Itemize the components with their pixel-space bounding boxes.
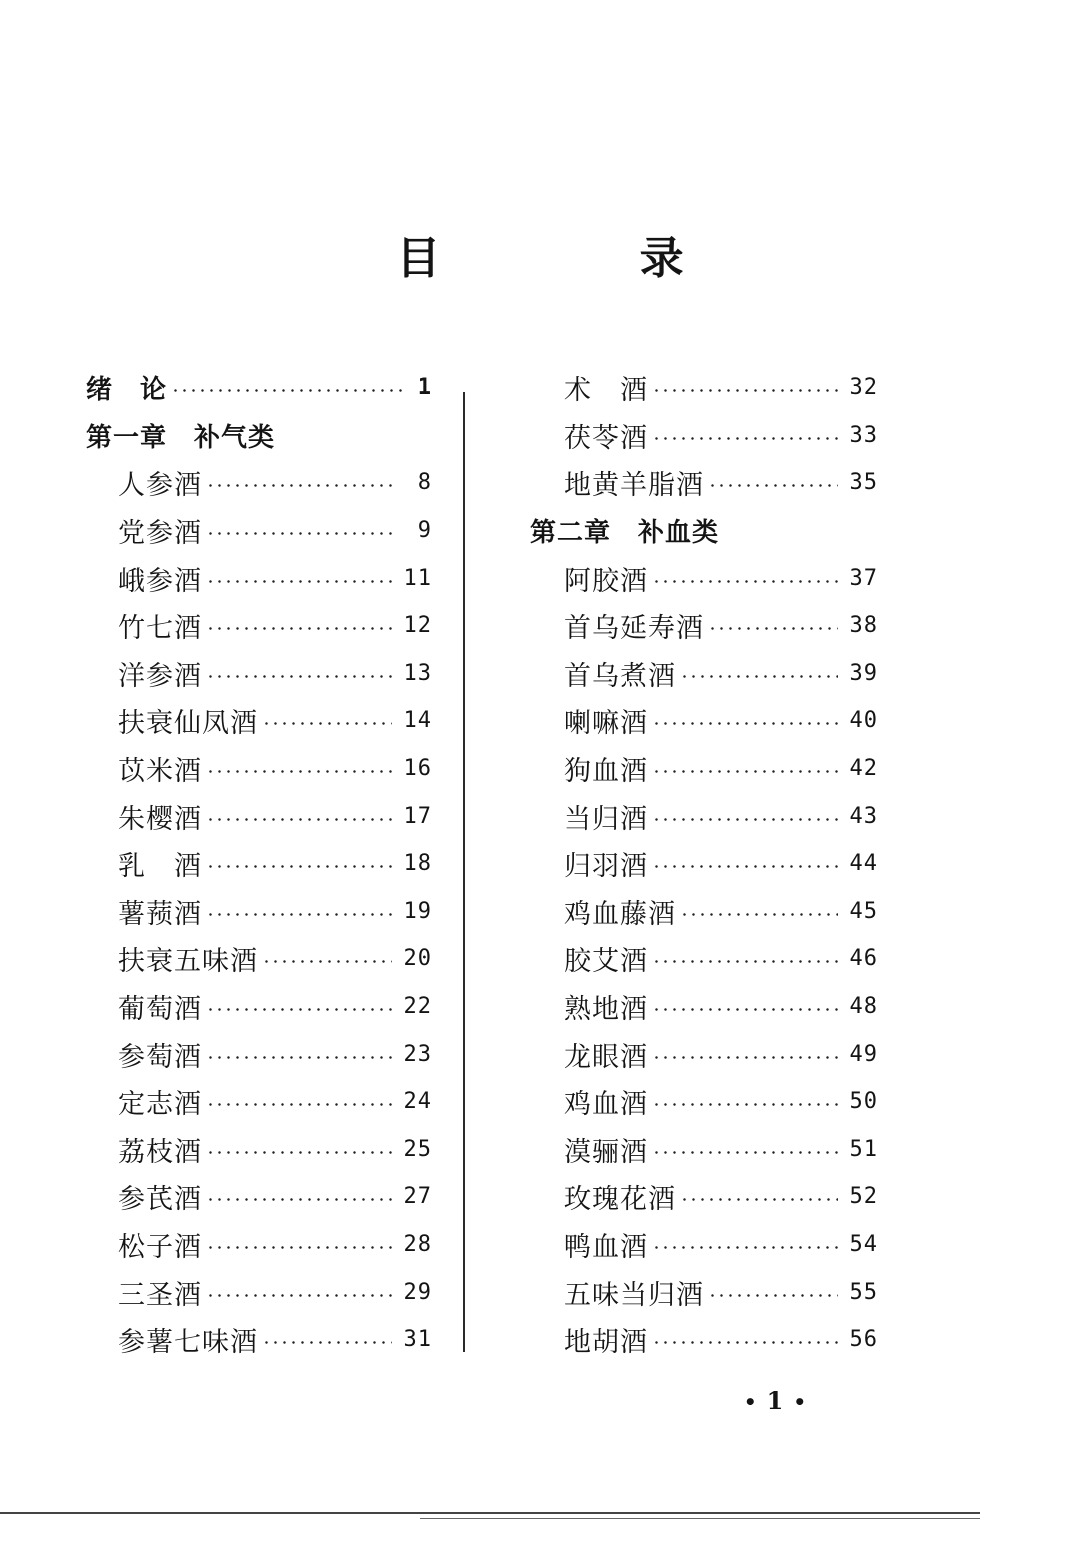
toc-entry-label: 洋参酒 xyxy=(118,660,202,692)
toc-entry xyxy=(530,650,878,698)
toc-entry-page: 27 xyxy=(403,1184,432,1210)
toc-entry-page: 43 xyxy=(849,803,878,829)
dot-leader xyxy=(652,960,838,963)
toc-entry-page: 38 xyxy=(849,613,878,639)
dot-leader xyxy=(262,1341,392,1344)
dot-leader xyxy=(652,1246,838,1249)
toc-entry-label: 扶衰五味酒 xyxy=(118,946,258,978)
dot-leader xyxy=(708,1294,838,1297)
toc-entry-label: 第一章 补气类 xyxy=(86,422,276,453)
dot-leader xyxy=(652,722,838,725)
dot-leader xyxy=(708,627,838,630)
toc-entry xyxy=(86,745,432,793)
dot-leader xyxy=(206,818,392,821)
page-number-value: 1 xyxy=(766,1386,794,1415)
toc-entry xyxy=(530,983,878,1031)
toc-entry-label: 鸡血藤酒 xyxy=(564,898,676,930)
toc-entry-page: 25 xyxy=(403,1136,432,1162)
bottom-rule-secondary xyxy=(420,1518,980,1519)
toc-entry-label: 峨参酒 xyxy=(118,565,202,597)
toc-entry-label: 漠骊酒 xyxy=(564,1136,648,1168)
dot-leader xyxy=(652,580,838,583)
toc-entry xyxy=(86,1030,432,1078)
toc-entry-label: 五味当归酒 xyxy=(564,1279,704,1311)
dot-leader xyxy=(206,1151,392,1154)
toc-entry-page: 33 xyxy=(849,422,878,448)
toc-entry-label: 玫瑰花酒 xyxy=(564,1184,676,1216)
toc-entry-page: 18 xyxy=(403,851,432,877)
toc-entry xyxy=(530,1126,878,1174)
toc-entry xyxy=(530,840,878,888)
toc-entry xyxy=(86,1078,432,1126)
dot-leader xyxy=(262,960,392,963)
dot-leader xyxy=(262,722,392,725)
toc-chapter-heading xyxy=(86,412,432,460)
toc-entry-page: 12 xyxy=(403,613,432,639)
toc-entry-page: 37 xyxy=(849,565,878,591)
toc-entry-label: 地黄羊脂酒 xyxy=(564,470,704,502)
toc-entry-page: 29 xyxy=(403,1279,432,1305)
toc-entry-label: 松子酒 xyxy=(118,1231,202,1263)
toc-entry-page: 22 xyxy=(403,994,432,1020)
toc-entry xyxy=(530,554,878,602)
toc-entry-page: 8 xyxy=(417,470,432,496)
toc-entry-label: 茯苓酒 xyxy=(564,422,648,454)
toc-entry xyxy=(530,745,878,793)
toc-entry-label: 参薯七味酒 xyxy=(118,1327,258,1359)
toc-entry xyxy=(86,697,432,745)
toc-entry xyxy=(86,1316,432,1364)
toc-entry-page: 19 xyxy=(403,898,432,924)
toc-entry-label: 当归酒 xyxy=(564,803,648,835)
toc-entry-label: 扶衰仙凤酒 xyxy=(118,708,258,740)
toc-entry-label: 党参酒 xyxy=(118,518,202,550)
toc-entry-page: 44 xyxy=(849,851,878,877)
toc-entry-page: 56 xyxy=(849,1327,878,1353)
toc-entry-label: 术 酒 xyxy=(564,375,648,407)
dot-leader xyxy=(206,627,392,630)
toc-entry xyxy=(86,1173,432,1221)
toc-entry xyxy=(530,1173,878,1221)
dot-leader xyxy=(206,484,392,487)
toc-entry-label: 薯蓣酒 xyxy=(118,898,202,930)
toc-entry-page: 17 xyxy=(403,803,432,829)
toc-entry-label: 第二章 补血类 xyxy=(530,518,720,549)
toc-entry xyxy=(530,1221,878,1269)
toc-entry xyxy=(530,1030,878,1078)
toc-entry-page: 48 xyxy=(849,994,878,1020)
toc-entry-label: 参萄酒 xyxy=(118,1041,202,1073)
dot-leader xyxy=(171,389,408,392)
toc-entry-label: 首乌煮酒 xyxy=(564,660,676,692)
bullet-dot-left: • xyxy=(743,1390,767,1414)
toc-entry-page: 16 xyxy=(403,756,432,782)
toc-entry xyxy=(86,1221,432,1269)
toc-entry-label: 参芪酒 xyxy=(118,1184,202,1216)
toc-entry xyxy=(86,650,432,698)
dot-leader xyxy=(206,532,392,535)
toc-entry-label: 狗血酒 xyxy=(564,756,648,788)
dot-leader xyxy=(680,1198,838,1201)
page-number xyxy=(720,1386,840,1415)
toc-entry-label: 首乌延寿酒 xyxy=(564,613,704,645)
toc-entry-page: 23 xyxy=(403,1041,432,1067)
toc-entry-page: 49 xyxy=(849,1041,878,1067)
toc-entry-page: 9 xyxy=(417,518,432,544)
toc-entry-label: 人参酒 xyxy=(118,470,202,502)
toc-entry-label: 苡米酒 xyxy=(118,756,202,788)
toc-entry-page: 52 xyxy=(849,1184,878,1210)
toc-entry xyxy=(86,459,432,507)
toc-entry-page: 42 xyxy=(849,756,878,782)
toc-entry-label: 葡萄酒 xyxy=(118,994,202,1026)
dot-leader xyxy=(206,580,392,583)
toc-entry-page: 1 xyxy=(417,375,432,401)
toc-entry-label: 胶艾酒 xyxy=(564,946,648,978)
dot-leader xyxy=(206,1198,392,1201)
dot-leader xyxy=(652,1103,838,1106)
toc-entry-page: 24 xyxy=(403,1089,432,1115)
toc-entry-page: 46 xyxy=(849,946,878,972)
toc-entry xyxy=(530,935,878,983)
toc-entry-label: 鸭血酒 xyxy=(564,1231,648,1263)
dot-leader xyxy=(652,389,838,392)
toc-entry-page: 39 xyxy=(849,660,878,686)
dot-leader xyxy=(206,1103,392,1106)
toc-entry-label: 地胡酒 xyxy=(564,1327,648,1359)
toc-entry-label: 定志酒 xyxy=(118,1089,202,1121)
toc-right-column xyxy=(530,364,878,1363)
toc-entry xyxy=(530,697,878,745)
toc-chapter-heading xyxy=(86,364,432,412)
toc-entry-label: 朱樱酒 xyxy=(118,803,202,835)
toc-entry-page: 11 xyxy=(403,565,432,591)
toc-entry xyxy=(86,840,432,888)
dot-leader xyxy=(206,1246,392,1249)
toc-entry-label: 熟地酒 xyxy=(564,994,648,1026)
toc-entry-label: 龙眼酒 xyxy=(564,1041,648,1073)
dot-leader xyxy=(206,675,392,678)
dot-leader xyxy=(206,1056,392,1059)
dot-leader xyxy=(206,770,392,773)
toc-entry-page: 32 xyxy=(849,375,878,401)
dot-leader xyxy=(708,484,838,487)
dot-leader xyxy=(206,865,392,868)
toc-entry-label: 竹七酒 xyxy=(118,613,202,645)
toc-entry xyxy=(86,983,432,1031)
toc-entry-label: 三圣酒 xyxy=(118,1279,202,1311)
page-title: 目 录 xyxy=(396,233,776,284)
toc-entry xyxy=(530,1316,878,1364)
toc-entry-page: 31 xyxy=(403,1327,432,1353)
toc-entry xyxy=(530,412,878,460)
dot-leader xyxy=(652,770,838,773)
toc-entry-page: 51 xyxy=(849,1136,878,1162)
dot-leader xyxy=(652,1151,838,1154)
toc-entry xyxy=(86,935,432,983)
dot-leader xyxy=(680,675,838,678)
toc-entry-page: 35 xyxy=(849,470,878,496)
toc-entry-label: 绪 论 xyxy=(86,375,168,406)
toc-entry-page: 13 xyxy=(403,660,432,686)
toc-entry xyxy=(530,1268,878,1316)
dot-leader xyxy=(206,1008,392,1011)
column-divider xyxy=(463,392,465,1352)
toc-entry xyxy=(86,554,432,602)
dot-leader xyxy=(652,865,838,868)
dot-leader xyxy=(652,1056,838,1059)
toc-entry xyxy=(530,1078,878,1126)
bullet-dot-right: • xyxy=(793,1390,817,1414)
toc-entry-page: 54 xyxy=(849,1231,878,1257)
toc-entry xyxy=(86,1126,432,1174)
dot-leader xyxy=(652,1341,838,1344)
toc-entry xyxy=(530,602,878,650)
toc-entry-page: 50 xyxy=(849,1089,878,1115)
dot-leader xyxy=(206,913,392,916)
toc-entry-label: 喇嘛酒 xyxy=(564,708,648,740)
toc-entry xyxy=(86,507,432,555)
toc-entry-label: 荔枝酒 xyxy=(118,1136,202,1168)
toc-entry xyxy=(86,1268,432,1316)
dot-leader xyxy=(652,437,838,440)
toc-entry-page: 55 xyxy=(849,1279,878,1305)
toc-entry-page: 40 xyxy=(849,708,878,734)
bottom-rule xyxy=(0,1512,980,1514)
toc-entry xyxy=(530,364,878,412)
toc-entry-page: 14 xyxy=(403,708,432,734)
dot-leader xyxy=(680,913,838,916)
toc-entry-label: 阿胶酒 xyxy=(564,565,648,597)
dot-leader xyxy=(206,1294,392,1297)
toc-left-column xyxy=(86,364,432,1363)
toc-entry xyxy=(86,888,432,936)
toc-entry xyxy=(530,888,878,936)
toc-entry xyxy=(530,459,878,507)
dot-leader xyxy=(652,818,838,821)
toc-entry xyxy=(530,792,878,840)
toc-entry-label: 乳 酒 xyxy=(118,851,202,883)
dot-leader xyxy=(652,1008,838,1011)
toc-entry xyxy=(86,602,432,650)
toc-entry-label: 归羽酒 xyxy=(564,851,648,883)
toc-entry xyxy=(86,792,432,840)
toc-entry-page: 20 xyxy=(403,946,432,972)
toc-chapter-heading xyxy=(530,507,878,555)
toc-entry-page: 28 xyxy=(403,1231,432,1257)
toc-entry-label: 鸡血酒 xyxy=(564,1089,648,1121)
toc-entry-page: 45 xyxy=(849,898,878,924)
